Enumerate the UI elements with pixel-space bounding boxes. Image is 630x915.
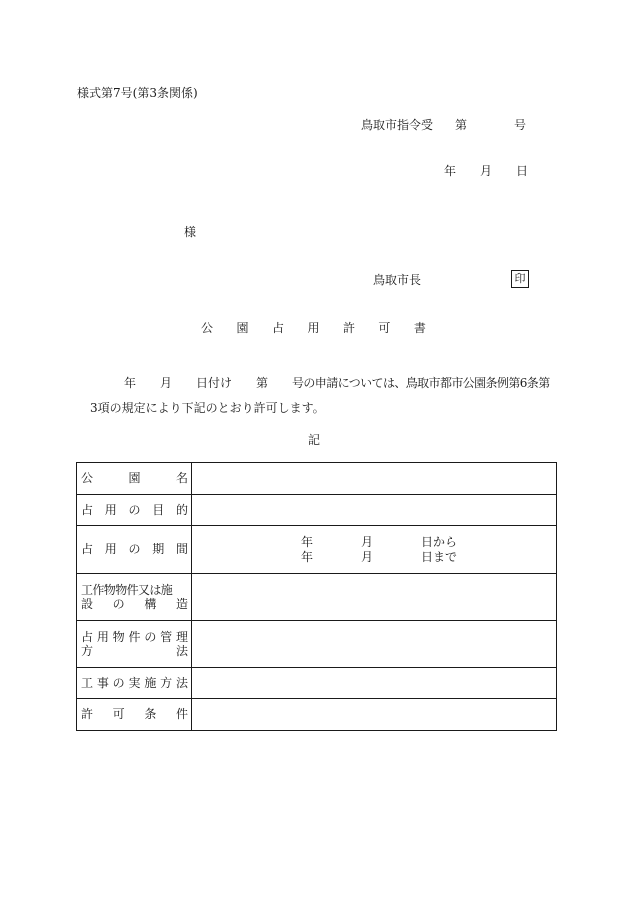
management-value[interactable]	[192, 621, 557, 668]
document-number-prefix: 鳥取市指令受	[361, 118, 434, 132]
issuer-name: 鳥取市長	[373, 273, 422, 287]
period-value[interactable]	[192, 526, 557, 574]
table-row	[77, 621, 557, 668]
table-row	[77, 668, 557, 699]
structure-label: 工作物物件又は施 設 の 構 造	[77, 574, 192, 621]
recipient-suffix: 様	[184, 225, 197, 239]
title-char: 可	[378, 321, 391, 335]
body-month: 月	[160, 376, 173, 390]
date-month: 月	[480, 164, 493, 178]
document-number-go: 号	[514, 118, 527, 132]
form-number: 様式第7号(第3条関係)	[77, 86, 198, 100]
permit-details-table	[76, 462, 557, 731]
purpose-label: 占 用 の 目 的	[77, 495, 192, 526]
purpose-value[interactable]	[192, 495, 557, 526]
document-title	[201, 321, 426, 335]
ki-heading: 記	[308, 433, 321, 447]
construction-method-label: 工 事 の 実 施 方 法	[77, 668, 192, 699]
structure-value[interactable]	[192, 574, 557, 621]
table-row	[77, 463, 557, 495]
title-char: 占	[271, 321, 284, 335]
date-year: 年	[444, 164, 457, 178]
title-char: 用	[307, 321, 320, 335]
park-name-value[interactable]	[192, 463, 557, 495]
body-text-line1: 号の申請については、鳥取市都市公園条例第6条第	[292, 376, 550, 390]
body-dai: 第	[256, 376, 269, 390]
seal-mark: 印	[511, 270, 529, 288]
title-char: 園	[236, 321, 249, 335]
table-row	[77, 495, 557, 526]
period-label: 占 用 の 期 間	[77, 526, 192, 574]
period-to: 年 月 日まで	[301, 550, 458, 564]
table-row	[77, 699, 557, 731]
park-name-label: 公 園 名	[77, 463, 192, 495]
title-char: 書	[413, 321, 426, 335]
title-char: 許	[342, 321, 355, 335]
body-text-line2: 3項の規定により下記のとおり許可します。	[90, 401, 325, 415]
construction-method-value[interactable]	[192, 668, 557, 699]
date-day: 日	[516, 164, 529, 178]
body-day-suffix: 日付け	[196, 376, 233, 390]
table-row	[77, 574, 557, 621]
body-year: 年	[124, 376, 137, 390]
management-label: 占 用 物 件 の 管 理 方 法	[77, 621, 192, 668]
title-char: 公	[201, 321, 214, 335]
period-from: 年 月 日から	[301, 535, 458, 549]
conditions-value[interactable]	[192, 699, 557, 731]
table-row	[77, 526, 557, 574]
document-number-dai: 第	[455, 118, 468, 132]
conditions-label: 許 可 条 件	[77, 699, 192, 731]
